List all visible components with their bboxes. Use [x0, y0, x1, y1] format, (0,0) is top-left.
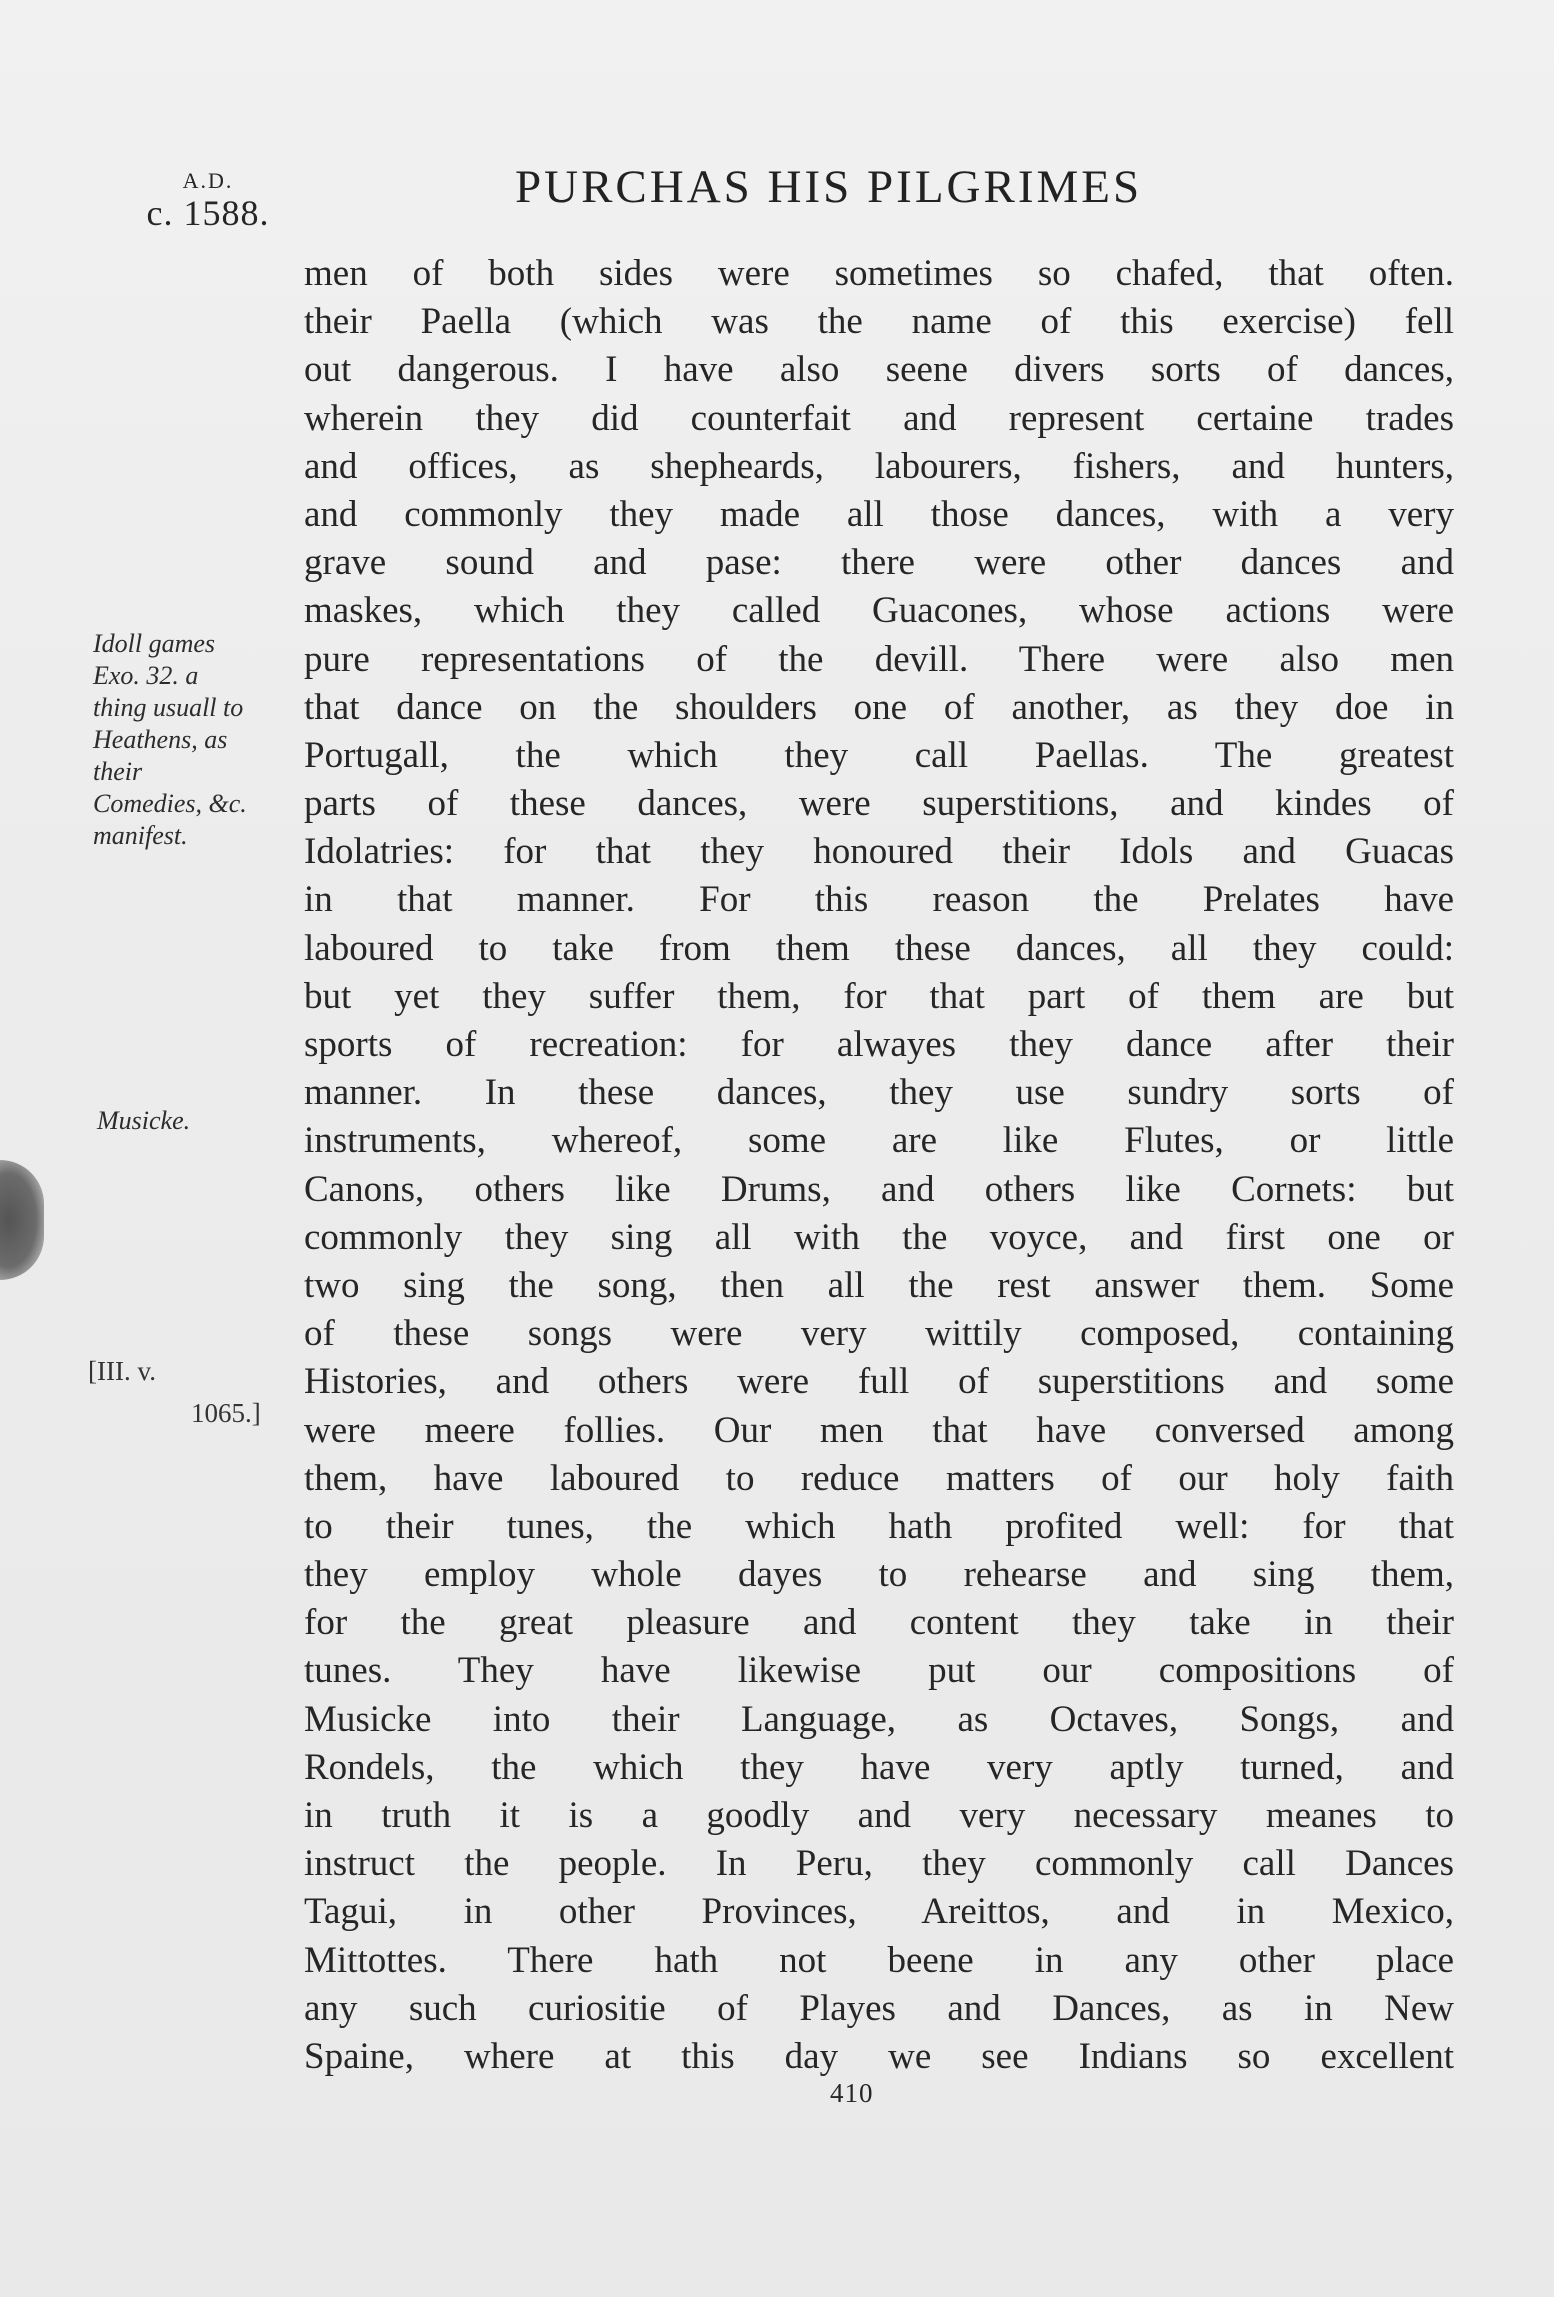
text-line: laboured to take from them these dances, all they could: — [304, 927, 1454, 969]
text-line: instruments, whereof, some are like Flutes, or little — [304, 1120, 1454, 1162]
text-line: Histories, and others were full of superstitions and some — [304, 1361, 1454, 1403]
text-line: were meere follies. Our men that have conversed among — [304, 1409, 1454, 1451]
text-line: commonly they sing all with the voyce, and first one or — [304, 1216, 1454, 1258]
text-line: sports of recreation: for alwayes they dance after their — [304, 1024, 1454, 1065]
margin-note-line: Exo. 32. a — [93, 661, 199, 690]
text-line: for the great pleasure and content they take in their — [304, 1602, 1454, 1644]
text-line: that dance on the shoulders one of another, as they doe in — [304, 686, 1454, 728]
text-line: them, have laboured to reduce matters of our holy faith — [304, 1457, 1454, 1499]
margin-note-line: Idoll games — [93, 629, 216, 658]
margin-note-idoll-games — [93, 628, 247, 852]
text-line: and commonly they made all those dances, with a very — [304, 493, 1454, 535]
text-line: their Paella (which was the name of this exercise) fell — [304, 301, 1454, 343]
margin-note-reference — [88, 1350, 261, 1434]
year-label: c. 1588. — [146, 193, 270, 234]
body-text — [304, 250, 1454, 2081]
text-line: out dangerous. I have also seene divers sorts of dances, — [304, 349, 1454, 391]
text-line: pure representations of the devill. There were also men — [304, 638, 1454, 680]
text-line: maskes, which they called Guacones, whose actions were — [304, 590, 1454, 632]
text-line: but yet they suffer them, for that part of them are but — [304, 975, 1454, 1017]
text-line: manner. In these dances, they use sundry sorts of — [304, 1072, 1454, 1114]
page-number: 410 — [830, 2078, 874, 2108]
text-line: Mittottes. There hath not beene in any other place — [304, 1939, 1454, 1981]
thumb-shadow — [0, 1160, 44, 1280]
text-line: tunes. They have likewise put our compositions of — [304, 1650, 1454, 1692]
margin-note-line: Heathens, as — [93, 725, 228, 754]
text-line: in that manner. For this reason the Prelates have — [304, 879, 1454, 921]
margin-note-musicke: Musicke. — [97, 1106, 191, 1135]
reference-page: 1065.] — [191, 1398, 261, 1428]
margin-note-line: manifest. — [93, 821, 188, 850]
text-line: grave sound and pase: there were other dances and — [304, 542, 1454, 584]
margin-note-line: Comedies, &c. — [93, 789, 247, 818]
text-line: Spaine, where at this day we see Indians so excellent — [304, 2035, 1454, 2077]
text-line: they employ whole dayes to rehearse and sing them, — [304, 1554, 1454, 1596]
margin-note-line: their — [93, 757, 143, 786]
margin-note-line: thing usuall to — [93, 693, 244, 722]
text-line: Rondels, the which they have very aptly turned, and — [304, 1746, 1454, 1788]
text-line: wherein they did counterfait and represent certaine trades — [304, 397, 1454, 439]
text-line: Musicke into their Language, as Octaves, Songs, and — [304, 1698, 1454, 1740]
running-title: PURCHAS HIS PILGRIMES — [515, 161, 1143, 213]
text-line: of these songs were very wittily composed, containing — [304, 1313, 1454, 1355]
reference-volume: [III. v. — [88, 1356, 156, 1386]
text-line: Canons, others like Drums, and others like Cornets: but — [304, 1168, 1454, 1210]
text-line: and offices, as shepheards, labourers, fishers, and hunters, — [304, 445, 1454, 487]
text-line: any such curiositie of Playes and Dances, as in New — [304, 1987, 1454, 2029]
text-line: to their tunes, the which hath profited well: for that — [304, 1505, 1454, 1547]
text-line: men of both sides were sometimes so chafed, that often. — [304, 253, 1454, 294]
anno-domini: A.D. — [182, 168, 234, 193]
text-line: parts of these dances, were superstitions, and kindes of — [304, 783, 1454, 825]
text-line: in truth it is a goodly and very necessary meanes to — [304, 1795, 1454, 1836]
text-line: two sing the song, then all the rest answer them. Some — [304, 1264, 1454, 1306]
text-line: instruct the people. In Peru, they commonly call Dances — [304, 1843, 1454, 1885]
text-line: Portugall, the which they call Paellas. The greatest — [304, 734, 1454, 776]
running-date — [128, 168, 288, 235]
text-line: Tagui, in other Provinces, Areittos, and in Mexico, — [304, 1891, 1454, 1933]
text-line: Idolatries: for that they honoured their Idols and Guacas — [304, 831, 1454, 873]
